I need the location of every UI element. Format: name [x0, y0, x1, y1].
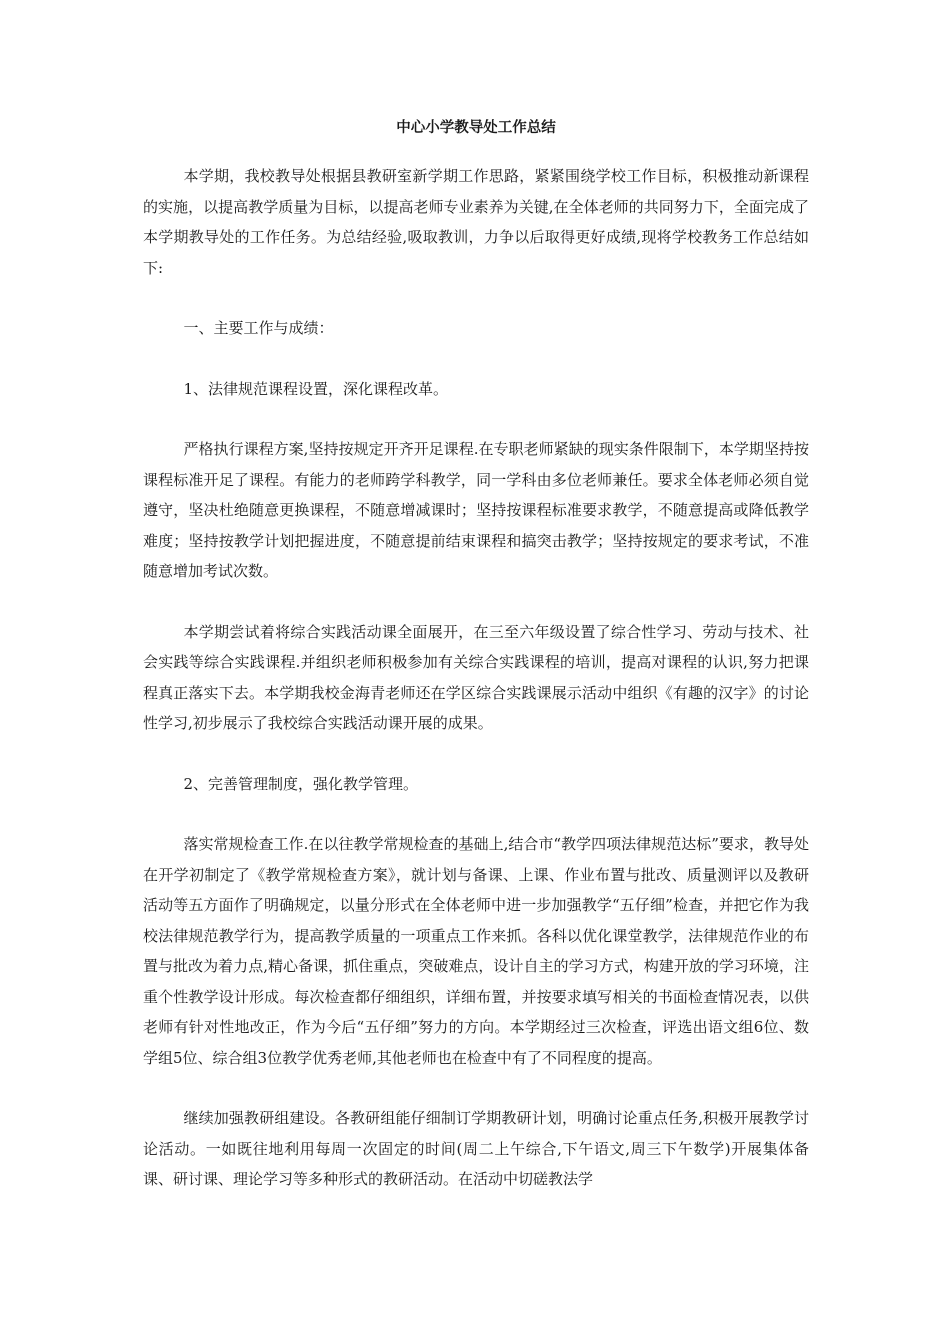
document-body	[143, 113, 809, 1195]
inspection-paragraph: 落实常规检查工作.在以往教学常规检查的基础上,结合市“教学四项法律规范达标”要求，教导处在开学初制定了《教学常规检查方案》，就计划与备课、上课、作业布置与批改、质量测评以及教研活动等五方面作了明确规定，以量分形式在全体老师中进一步加强教学“五仔细”检查，并把它作为我校法律规范教学行为，提高教学质量的一项重点工作来抓。各科以优化课堂教学，法律规范作业的布置与批改为着力点,精心备课，抓住重点，突破难点，设计自主的学习方式，构建开放的学习环境，注重个性教学设计形成。每次检查都仔细组织，详细布置，并按要求填写相关的书面检查情况表，以供老师有针对性地改正，作为今后“五仔细”努力的方向。本学期经过三次检查，评选出语文组6位、数学组5位、综合组3位教学优秀老师,其他老师也在检查中有了不同程度的提高。	[143, 835, 809, 1067]
intro-paragraph: 本学期，我校教导处根据县教研室新学期工作思路，紧紧围绕学校工作目标，积极推动新课程的实施，以提高教学质量为目标，以提高老师专业素养为关键,在全体老师的共同努力下，全面完成了本学期教导处的工作任务。为总结经验,吸取教训，力争以后取得更好成绩,现将学校教务工作总结如下:	[143, 167, 809, 277]
curriculum-paragraph: 严格执行课程方案,坚持按规定开齐开足课程.在专职老师紧缺的现实条件限制下，本学期坚持按课程标准开足了课程。有能力的老师跨学科教学，同一学科由多位老师兼任。要求全体老师必须自觉遵守，坚决杜绝随意更换课程，不随意增减课时；坚持按课程标准要求教学，不随意提高或降低教学难度；坚持按教学计划把握进度，不随意提前结束课程和搞突击教学；坚持按规定的要求考试，不准随意增加考试次数。	[143, 440, 809, 580]
item-heading-management: 2、完善管理制度，强化教学管理。	[183, 774, 419, 793]
section-heading-main-work: 一、主要工作与成绩：	[183, 319, 334, 337]
research-paragraph: 继续加强教研组建设。各教研组能仔细制订学期教研计划，明确讨论重点任务,积极开展教学讨论活动。一如既往地利用每周一次固定的时间(周二上午综合,下午语文,周三下午数学)开展集体备课、研讨课、理论学习等多种形式的教研活动。在活动中切磋教法学	[143, 1109, 809, 1188]
practice-paragraph: 本学期尝试着将综合实践活动课全面展开，在三至六年级设置了综合性学习、劳动与技术、社会实践等综合实践课程.并组织老师积极参加有关综合实践课程的培训，提高对课程的认识,努力把课程真正落实下去。本学期我校金海青老师还在学区综合实践课展示活动中组织《有趣的汉字》的讨论性学习,初步展示了我校综合实践活动课开展的成果。	[143, 622, 809, 732]
document-title: 中心小学教导处工作总结	[396, 120, 556, 136]
item-heading-curriculum: 1、法律规范课程设置，深化课程改革。	[183, 379, 449, 398]
